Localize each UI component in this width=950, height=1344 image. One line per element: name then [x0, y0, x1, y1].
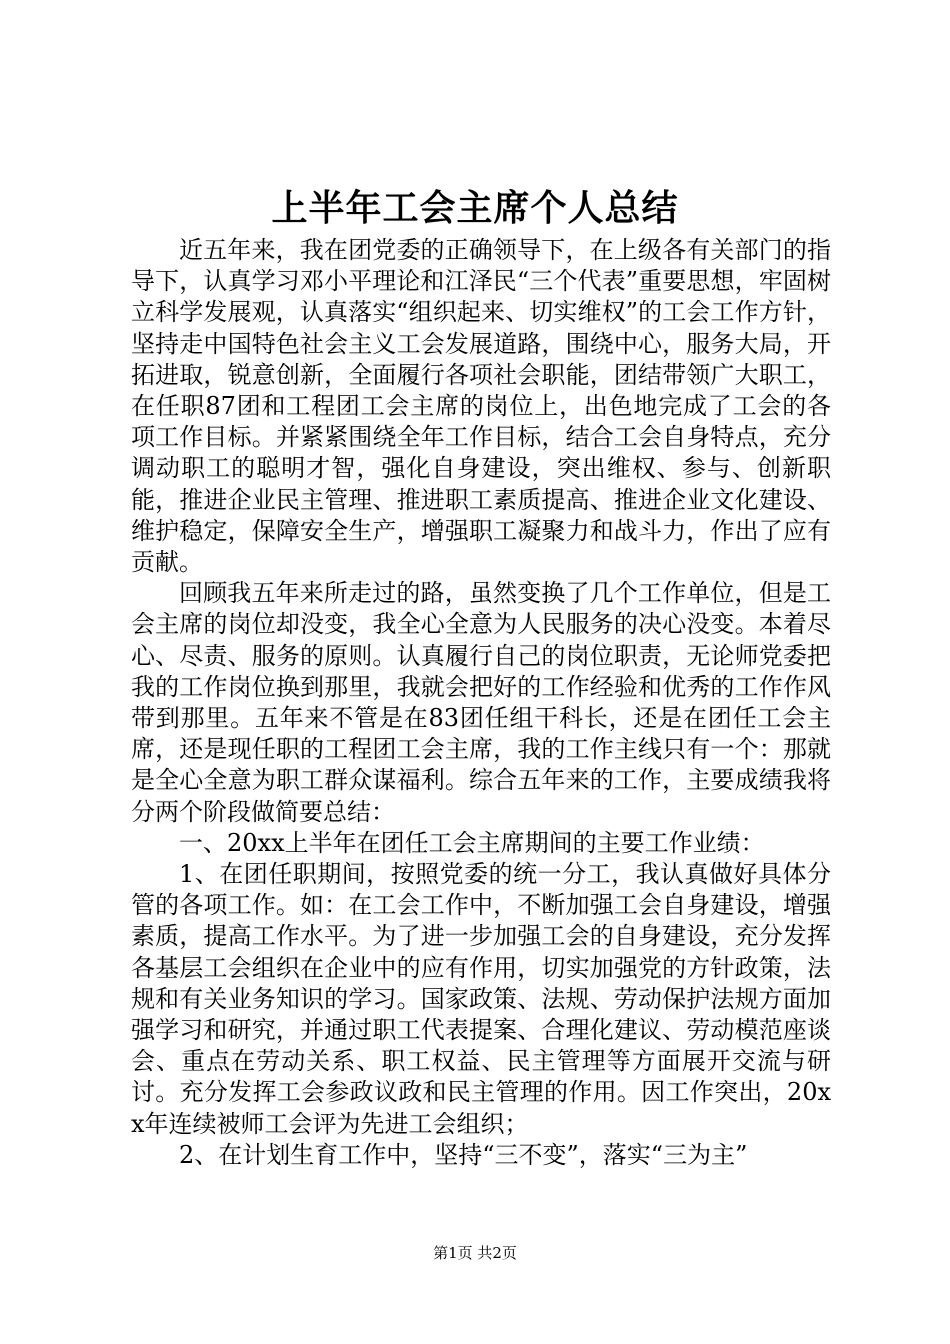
- paragraph-item-1: 1、在团任职期间，按照党委的统一分工，我认真做好具体分管的各项工作。如：在工会工作中，不断加强工会自身建设，增强素质，提高工作水平。为了进一步加强工会的自身建设，充分发挥各基层工会组织在企业中的应有作用，切实加强党的方针政策，法规和有关业务知识的学习。国家政策、法规、劳动保护法规方面加强学习和研究，并通过职工代表提案、合理化建议、劳动模范座谈会、重点在劳动关系、职工权益、民主管理等方面展开交流与研讨。充分发挥工会参政议政和民主管理的作用。因工作突出，20xx年连续被师工会评为先进工会组织；: [131, 860, 831, 1138]
- paragraph-item-2: 2、在计划生育工作中，坚持“三不变”，落实“三为主”: [179, 1140, 748, 1169]
- section-heading-1: 一、20xx上半年在团任工会主席期间的主要工作业绩：: [179, 828, 765, 857]
- document-title: 上半年工会主席个人总结: [271, 187, 679, 229]
- document-body: [131, 235, 831, 1171]
- paragraph-intro: 近五年来，我在团党委的正确领导下，在上级各有关部门的指导下，认真学习邓小平理论和江泽民“三个代表”重要思想，牢固树立科学发展观，认真落实“组织起来、切实维权”的工会工作方针，坚持走中国特色社会主义工会发展道路，围绕中心，服务大局，开拓进取，锐意创新，全面履行各项社会职能，团结带领广大职工，在任职87团和工程团工会主席的岗位上，出色地完成了工会的各项工作目标。并紧紧围绕全年工作目标，结合工会自身特点，充分调动职工的聪明才智，强化自身建设，突出维权、参与、创新职能，推进企业民主管理、推进职工素质提高、推进企业文化建设、维护稳定，保障安全生产，增强职工凝聚力和战斗力，作出了应有贡献。: [131, 236, 831, 577]
- paragraph-review: 回顾我五年来所走过的路，虽然变换了几个工作单位，但是工会主席的岗位却没变，我全心全意为人民服务的决心没变。本着尽心、尽责、服务的原则。认真履行自己的岗位职责，无论师党委把我的工作岗位换到那里，我就会把好的工作经验和优秀的工作作风带到那里。五年来不管是在83团任组干科长，还是在团任工会主席，还是现任职的工程团工会主席，我的工作主线只有一个：那就是全心全意为职工群众谋福利。综合五年来的工作，主要成绩我将分两个阶段做简要总结：: [131, 579, 831, 826]
- page-footer: 第1页 共2页: [433, 1244, 517, 1262]
